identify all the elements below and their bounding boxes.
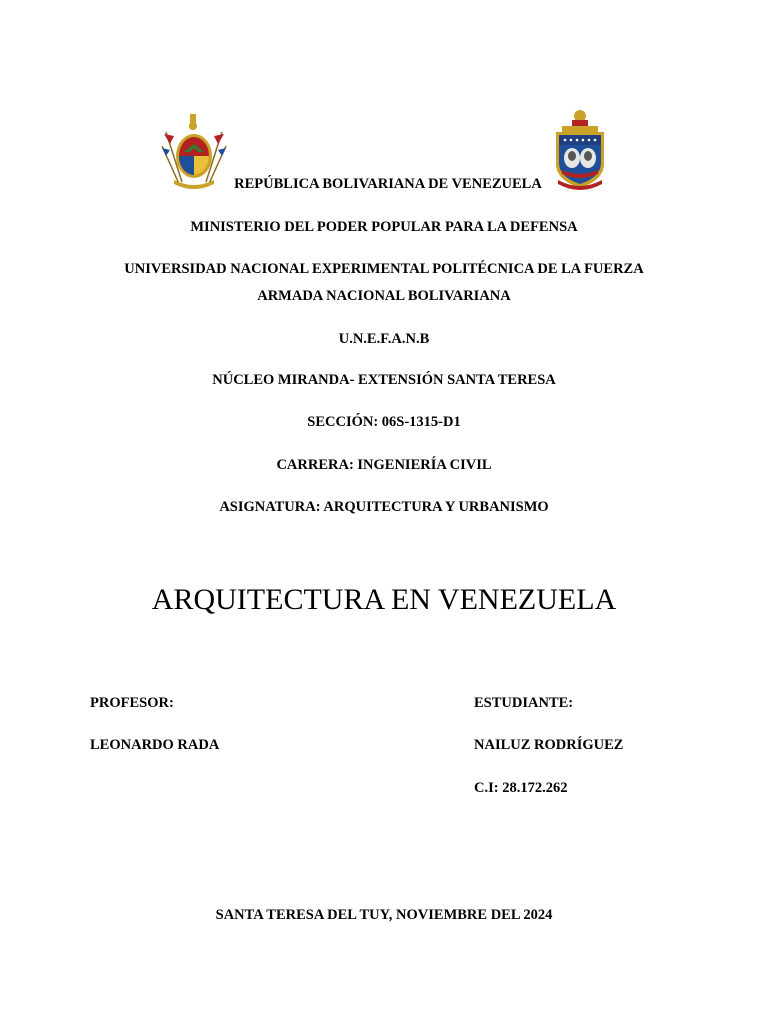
student-id: C.I: 28.172.262 bbox=[474, 780, 568, 796]
place-date-footer: SANTA TERESA DEL TUY, NOVIEMBRE DEL 2024 bbox=[215, 907, 553, 923]
student-label: ESTUDIANTE: bbox=[474, 695, 574, 711]
document-title: ARQUITECTURA EN VENEZUELA bbox=[151, 583, 617, 616]
professor-label: PROFESOR: bbox=[90, 695, 174, 711]
university-heading-line1: UNIVERSIDAD NACIONAL EXPERIMENTAL POLITÉCNICA DE LA FUERZA bbox=[124, 261, 644, 277]
campus-heading: NÚCLEO MIRANDA- EXTENSIÓN SANTA TERESA bbox=[212, 372, 556, 388]
student-name: NAILUZ RODRÍGUEZ bbox=[474, 737, 624, 753]
country-heading: REPÚBLICA BOLIVARIANA DE VENEZUELA bbox=[234, 176, 542, 192]
professor-name: LEONARDO RADA bbox=[90, 737, 220, 753]
university-acronym: U.N.E.F.A.N.B bbox=[338, 331, 430, 347]
section-heading: SECCIÓN: 06S-1315-D1 bbox=[307, 414, 461, 430]
career-heading: CARRERA: INGENIERÍA CIVIL bbox=[276, 457, 492, 473]
ministry-heading: MINISTERIO DEL PODER POPULAR PARA LA DEFENSA bbox=[190, 219, 578, 235]
subject-heading: ASIGNATURA: ARQUITECTURA Y URBANISMO bbox=[219, 499, 549, 515]
university-heading-line2: ARMADA NACIONAL BOLIVARIANA bbox=[257, 288, 511, 304]
